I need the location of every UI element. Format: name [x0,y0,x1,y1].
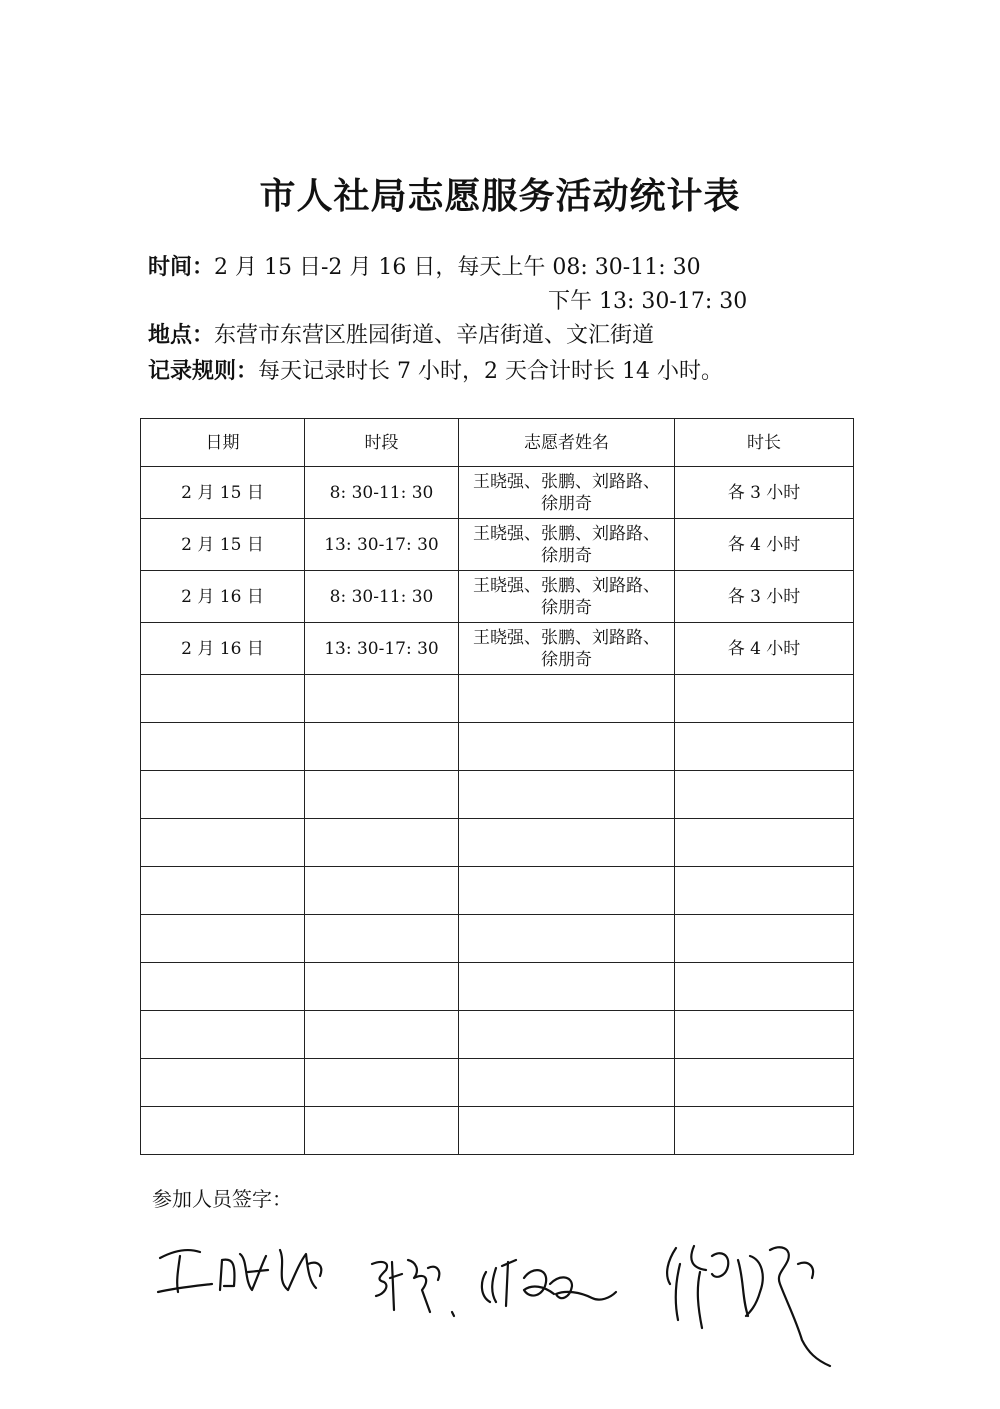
cell-period: 13: 30-17: 30 [305,623,459,675]
handwritten-signatures [140,1220,860,1370]
empty-cell [675,771,854,819]
cell-names [459,519,675,571]
signature-label: 参加人员签字： [152,1187,292,1211]
empty-cell [459,771,675,819]
cell-names [459,571,675,623]
empty-cell [141,915,305,963]
cell-period: 8: 30-11: 30 [305,571,459,623]
table-header-row [141,419,854,467]
empty-cell [141,1107,305,1155]
empty-cell [675,1011,854,1059]
names-line2: 徐朋奇 [541,545,592,566]
header-volunteer-names: 志愿者姓名 [459,419,675,467]
empty-cell [305,915,459,963]
empty-cell [675,915,854,963]
cell-duration: 各 3 小时 [675,571,854,623]
empty-cell [141,867,305,915]
empty-cell [459,819,675,867]
empty-cell [141,675,305,723]
empty-cell [305,771,459,819]
empty-cell [305,819,459,867]
empty-cell [305,723,459,771]
signature-3 [482,1260,616,1306]
empty-cell [305,867,459,915]
signature-2 [372,1260,454,1316]
empty-cell [141,963,305,1011]
empty-row [141,1107,854,1155]
empty-cell [459,675,675,723]
empty-cell [459,963,675,1011]
cell-date: 2 月 16 日 [141,623,305,675]
rule-line [148,354,723,385]
cell-date: 2 月 15 日 [141,519,305,571]
names-line1: 王晓强、张鹏、刘路路、 [473,471,660,492]
empty-cell [141,1011,305,1059]
cell-duration: 各 4 小时 [675,623,854,675]
empty-cell [141,723,305,771]
place-value: 东营市东营区胜园街道、辛店街道、文汇街道 [214,323,655,348]
empty-cell [305,1011,459,1059]
place-line [148,318,654,349]
empty-row [141,1059,854,1107]
cell-duration: 各 3 小时 [675,467,854,519]
document-title: 市人社局志愿服务活动统计表 [259,176,741,217]
empty-row [141,1011,854,1059]
names-line1: 王晓强、张鹏、刘路路、 [473,627,660,648]
header-period: 时段 [305,419,459,467]
empty-row [141,675,854,723]
empty-cell [305,675,459,723]
empty-row [141,867,854,915]
table-row [141,623,854,675]
names-line1: 王晓强、张鹏、刘路路、 [473,523,660,544]
empty-cell [675,1107,854,1155]
cell-duration: 各 4 小时 [675,519,854,571]
empty-cell [141,819,305,867]
empty-cell [141,771,305,819]
statistics-table [140,418,854,1155]
cell-names [459,467,675,519]
cell-date: 2 月 16 日 [141,571,305,623]
empty-cell [675,867,854,915]
header-duration: 时长 [675,419,854,467]
table-row [141,519,854,571]
time-line [148,250,701,281]
cell-date: 2 月 15 日 [141,467,305,519]
empty-cell [675,963,854,1011]
empty-cell [675,723,854,771]
empty-cell [459,1011,675,1059]
names-line2: 徐朋奇 [541,493,592,514]
empty-row [141,915,854,963]
names-line1: 王晓强、张鹏、刘路路、 [473,575,660,596]
empty-cell [459,1059,675,1107]
signature-area [140,1220,860,1370]
signature-1 [158,1250,321,1292]
empty-cell [459,723,675,771]
empty-cell [459,1107,675,1155]
empty-cell [675,1059,854,1107]
empty-cell [459,915,675,963]
signature-4 [667,1246,830,1366]
empty-row [141,963,854,1011]
cell-names [459,623,675,675]
rule-value: 每天记录时长 7 小时，2 天合计时长 14 小时。 [258,359,723,384]
empty-cell [675,675,854,723]
empty-cell [305,1107,459,1155]
time-value: 2 月 15 日-2 月 16 日，每天上午 08: 30-11: 30 [214,255,701,280]
header-date: 日期 [141,419,305,467]
names-line2: 徐朋奇 [541,597,592,618]
empty-cell [141,1059,305,1107]
empty-cell [305,1059,459,1107]
empty-cell [459,867,675,915]
cell-period: 13: 30-17: 30 [305,519,459,571]
table-row [141,467,854,519]
time-label: 时间： [148,255,215,280]
names-line2: 徐朋奇 [541,649,592,670]
empty-cell [675,819,854,867]
cell-period: 8: 30-11: 30 [305,467,459,519]
empty-cell [305,963,459,1011]
rule-label: 记录规则： [148,359,259,384]
time-line-afternoon: 下午 13: 30-17: 30 [548,289,748,314]
empty-row [141,771,854,819]
table-row [141,571,854,623]
empty-row [141,723,854,771]
empty-row [141,819,854,867]
place-label: 地点： [148,323,215,348]
